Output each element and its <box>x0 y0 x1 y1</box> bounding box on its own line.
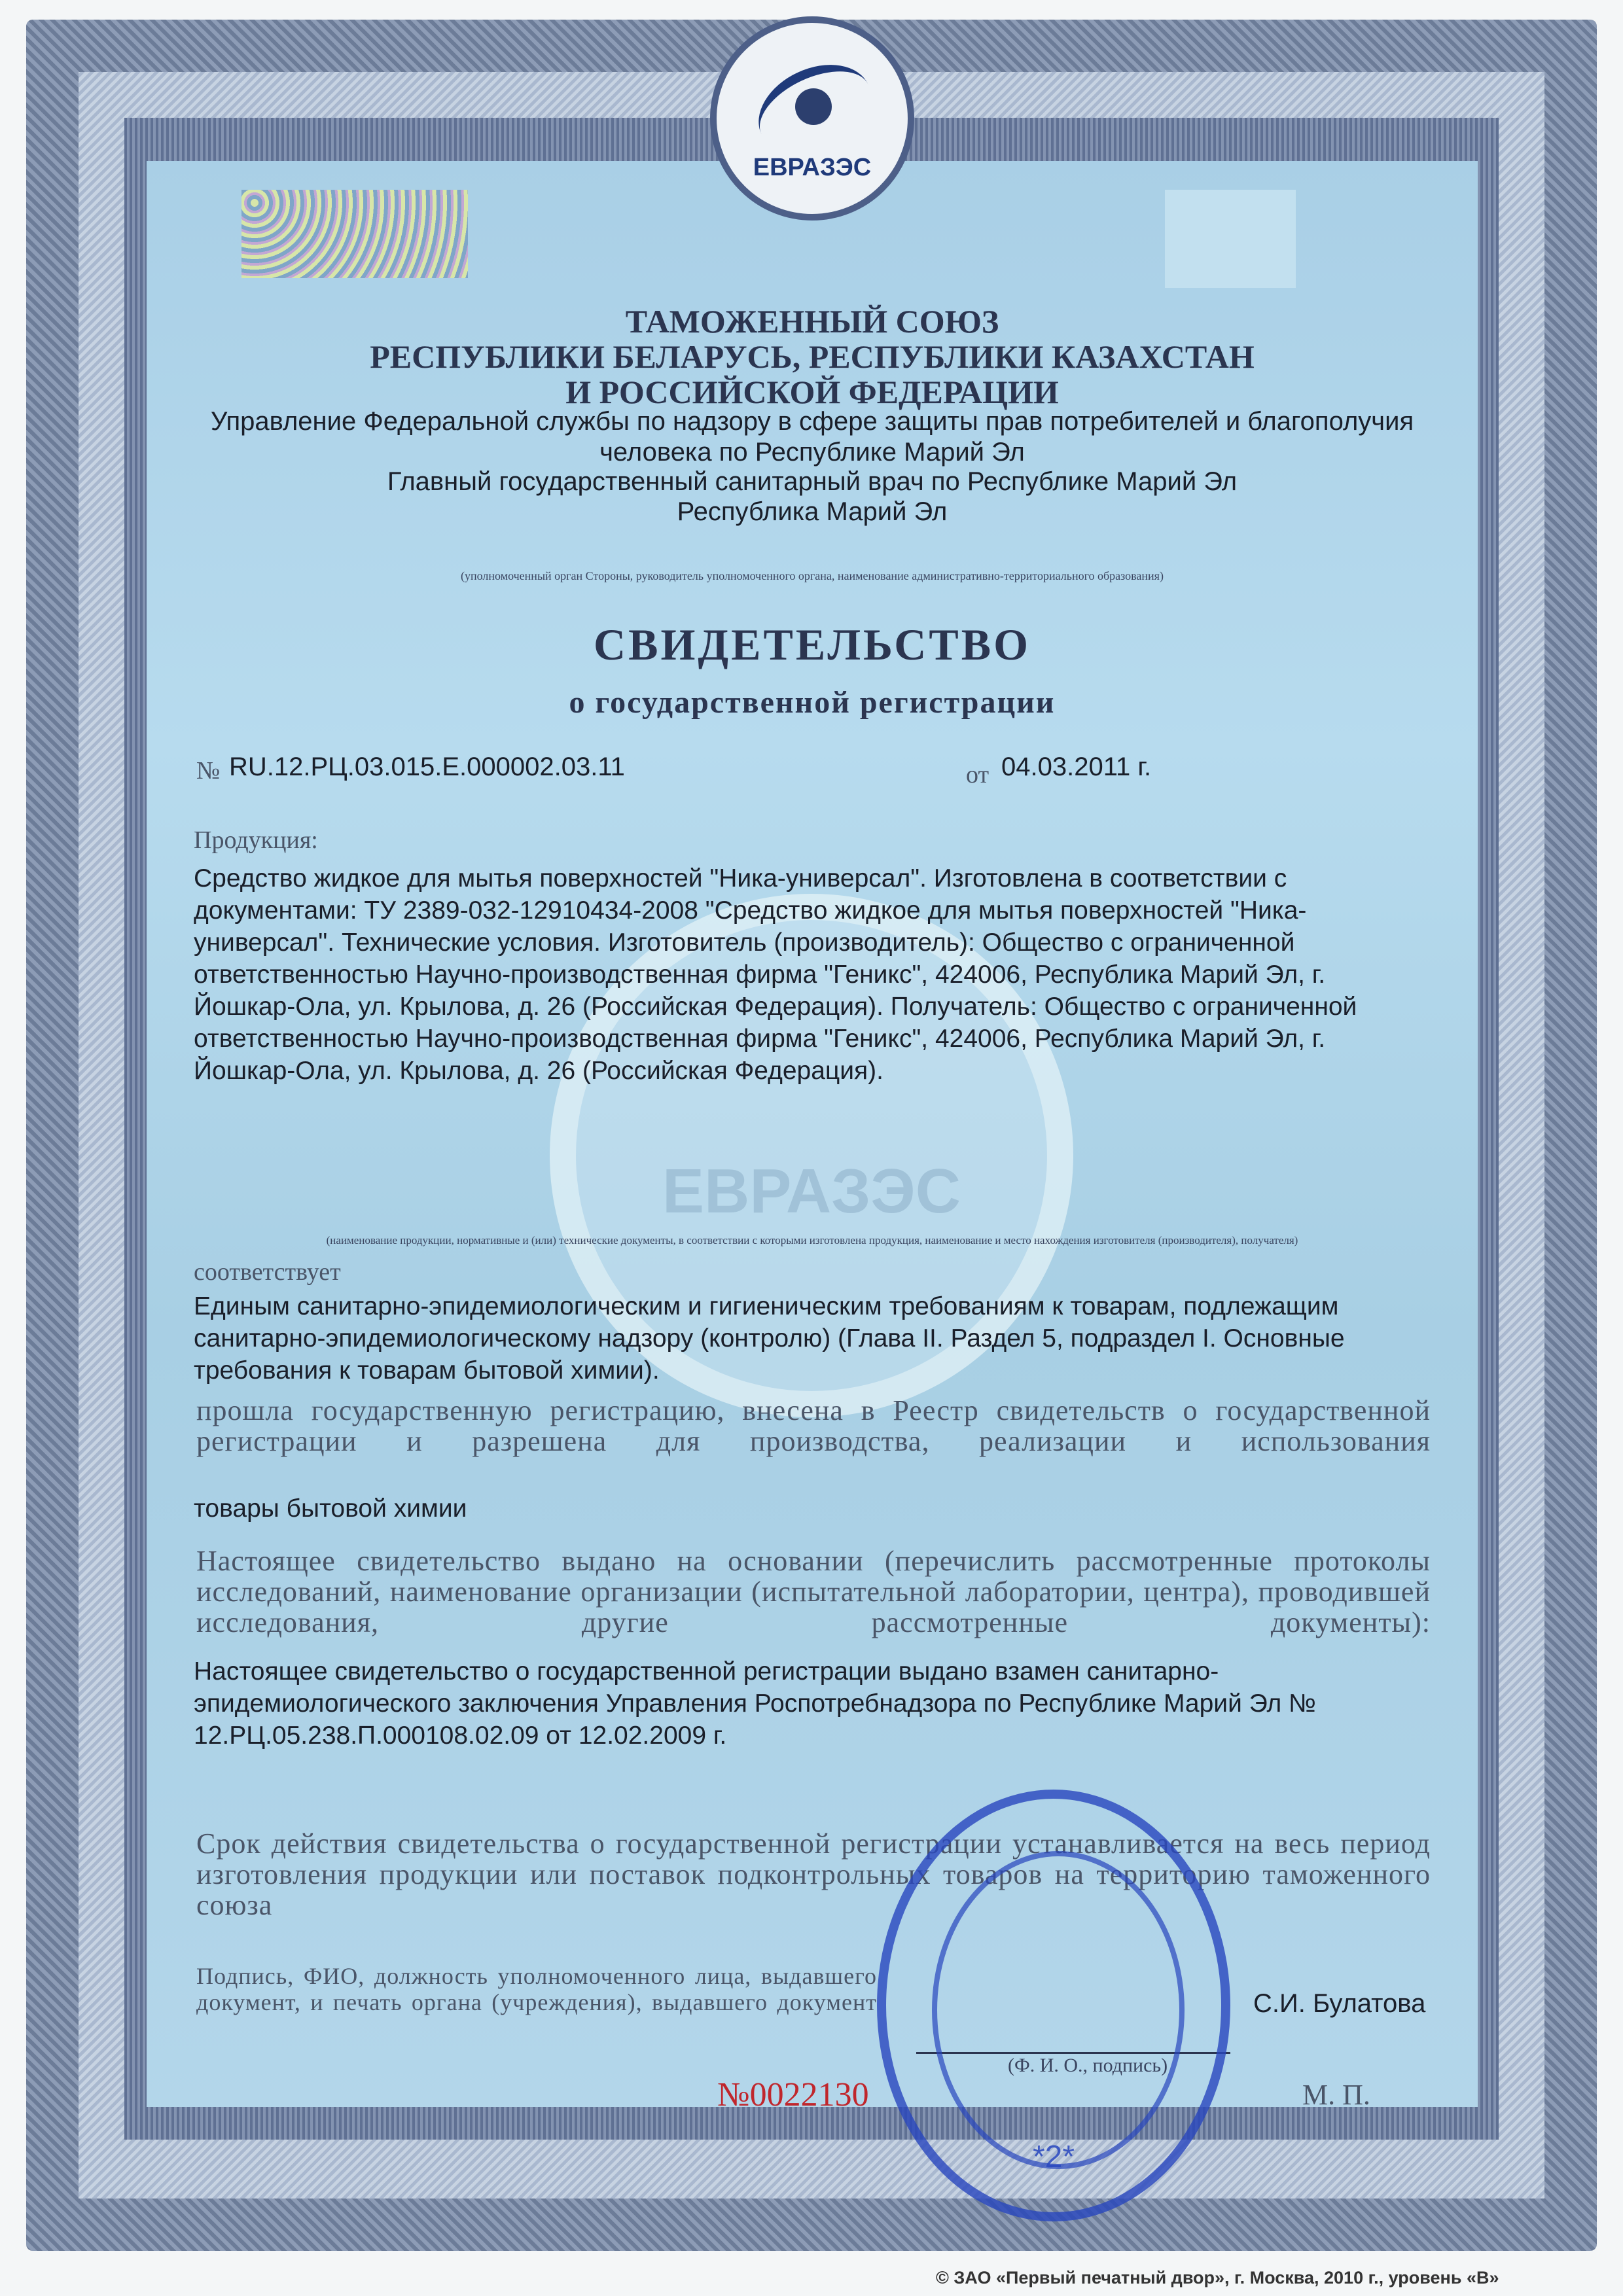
product-label: Продукция: <box>194 826 318 854</box>
registration-statement: прошла государственную регистрацию, внесена в Реестр свидетельств о государственной регистрации и разрешена для производства, реализации и использования <box>196 1394 1431 1457</box>
eurasec-emblem <box>710 16 914 221</box>
validity-text: Срок действия свидетельства о государственной регистрации устанавливается на весь период изготовления продукции или поставок подконтрольных товаров на территорию таможенного союза <box>196 1828 1431 1921</box>
printer-footer: © ЗАО «Первый печатный двор», г. Москва, 2010 г., уровень «В» <box>936 2268 1499 2287</box>
authority-line-2: человека по Республике Марий Эл <box>599 438 1025 467</box>
basis-label: Настоящее свидетельство выдано на основании (перечислить рассмотренные протоколы исследований, наименование организации (испытательной лаборатории, центра), проводившей исследования, другие рассмотренные документы): <box>196 1545 1431 1638</box>
header-line-1: ТАМОЖЕННЫЙ СОЮЗ <box>625 303 999 340</box>
registration-date: 04.03.2011 г. <box>1001 752 1152 781</box>
product-caption: (наименование продукции, нормативные и (или) технические документы, в соответствии с которыми изготовлена продукция, наименование и место нахождения изготовителя (производителя), получателя) <box>326 1234 1298 1246</box>
seal-inner-ring <box>932 1851 1185 2169</box>
product-text: Средство жидкое для мытья поверхностей "Ника-универсал". Изготовлена в соответствии с документами: ТУ 2389-032-12910434-2008 "Средство жидкое для мытья поверхностей "Ника-универсал". Технические условия. Изготовитель (производитель): Общество с ограниченной ответственностью Научно-производственная фирма "Геникс", 424006, Республика Марий Эл, г. Йошкар-Ола, ул. Крылова, д. 26 (Российская Федерация). Получатель: Общество с ограниченной ответственностью Научно-производственная фирма "Геникс", 424006, Республика Марий Эл, г. Йошкар-Ола, ул. Крылова, д. 26 (Российская Федерация). <box>194 864 1357 1085</box>
light-patch <box>1165 190 1296 288</box>
conformity-label: соответствует <box>194 1258 341 1286</box>
authority-caption: (уполномоченный орган Стороны, руководитель уполномоченного органа, наименование административно-территориального образования) <box>461 569 1164 582</box>
basis-text: Настоящее свидетельство о государственной регистрации выдано взамен санитарно-эпидемиологического заключения Управления Роспотребнадзора по Республике Марий Эл № 12.РЦ.05.238.П.000108.02.09 от 12.02.2009 г. <box>194 1657 1316 1750</box>
watermark-text: ЕВРАЗЭС <box>662 1156 961 1226</box>
seal-star-icon: *2* <box>1032 2140 1075 2174</box>
official-seal-stamp <box>877 1790 1230 2221</box>
document-title: СВИДЕТЕЛЬСТВО <box>594 620 1031 669</box>
product-category: товары бытовой химии <box>194 1494 467 1523</box>
signature-caption: (Ф. И. О., подпись) <box>1008 2055 1168 2076</box>
hologram <box>241 190 468 278</box>
date-label: от <box>966 761 990 788</box>
emblem-globe-icon <box>795 88 832 125</box>
conformity-text: Единым санитарно-эпидемиологическим и гигиеническим требованиям к товарам, подлежащим санитарно-эпидемиологическому надзору (контролю) (Глава II. Раздел 5, подраздел I. Основные требования к товарам бытовой химии). <box>194 1292 1345 1385</box>
authority-line-4: Республика Марий Эл <box>677 497 948 526</box>
emblem-text: ЕВРАЗЭС <box>753 154 872 181</box>
authority-line-1: Управление Федеральной службы по надзору в сфере защиты прав потребителей и благополучия <box>210 407 1414 436</box>
seal-label: М. П. <box>1302 2079 1370 2111</box>
authority-line-3: Главный государственный санитарный врач по Республике Марий Эл <box>387 467 1238 496</box>
header-line-2: РЕСПУБЛИКИ БЕЛАРУСЬ, РЕСПУБЛИКИ КАЗАХСТАН <box>370 338 1255 375</box>
registration-number: RU.12.РЦ.03.015.Е.000002.03.11 <box>229 752 625 781</box>
signature-label: Подпись, ФИО, должность уполномоченного лица, выдавшего документ, и печать органа (учреждения), выдавшего документ <box>196 1963 877 2015</box>
document-subtitle: о государственной регистрации <box>569 685 1056 720</box>
signatory-name: С.И. Булатова <box>1253 1989 1426 2018</box>
number-label: № <box>196 757 221 785</box>
serial-number: №0022130 <box>717 2076 869 2113</box>
header-line-3: И РОССИЙСКОЙ ФЕДЕРАЦИИ <box>565 374 1059 410</box>
